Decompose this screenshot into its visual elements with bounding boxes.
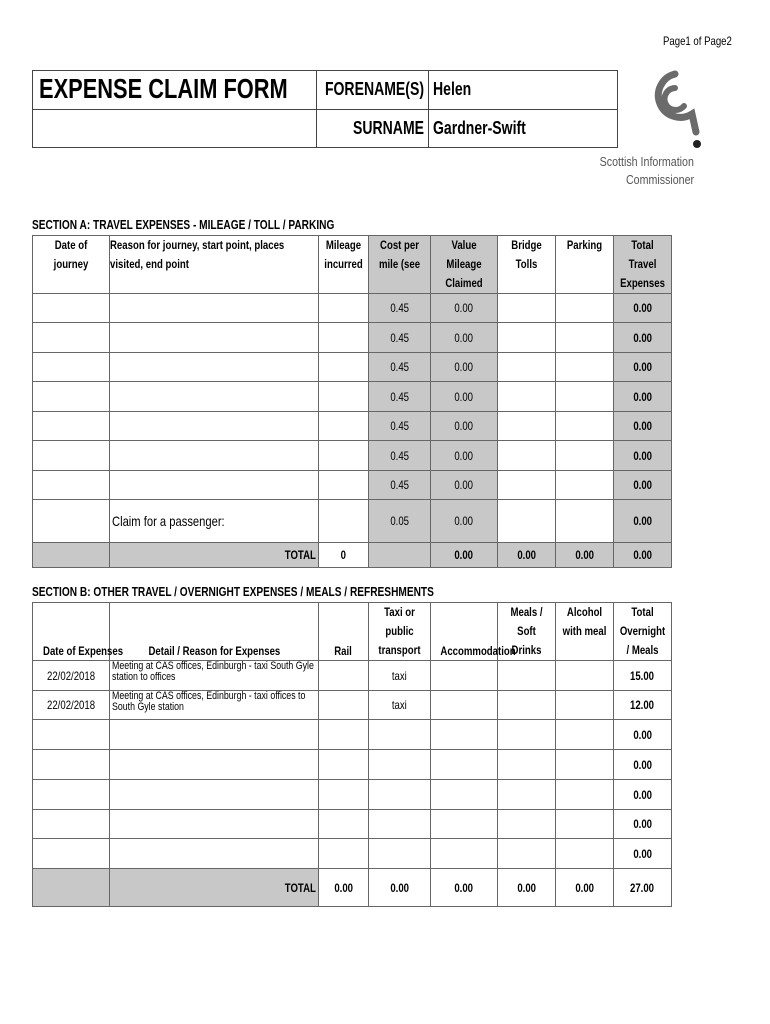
totals-row — [33, 543, 672, 568]
row-total: 0.00 — [633, 448, 652, 463]
alcohol-cell[interactable] — [556, 720, 614, 750]
col-mileage: Mileage incurred — [324, 238, 363, 271]
total-meals: 0.00 — [517, 880, 536, 895]
value-mileage: 0.00 — [454, 330, 474, 345]
row-total: 0.00 — [633, 330, 652, 345]
col-total-overnight: Total Overnight / Meals — [619, 605, 666, 657]
mileage-cell[interactable] — [319, 294, 369, 323]
alcohol-cell[interactable] — [556, 839, 614, 869]
section-a-title: SECTION A: TRAVEL EXPENSES - MILEAGE / TOLL / PARKING — [32, 217, 335, 232]
forename-value: Helen — [433, 79, 472, 99]
table-row — [33, 441, 672, 471]
rail-cell[interactable] — [319, 780, 369, 810]
reason-cell[interactable] — [110, 441, 319, 471]
surname-value: Gardner-Swift — [433, 118, 526, 138]
rail-cell[interactable] — [319, 750, 369, 780]
meals-cell[interactable] — [498, 750, 556, 780]
col-taxi: Taxi or public transport — [378, 605, 421, 657]
row-total: 0.00 — [633, 817, 652, 831]
accommodation-cell[interactable] — [431, 780, 498, 810]
tolls-cell[interactable] — [498, 353, 556, 382]
passenger-cost: 0.05 — [390, 514, 409, 528]
total-taxi: 0.00 — [390, 880, 409, 895]
date-cell[interactable] — [33, 323, 110, 353]
meals-cell[interactable] — [498, 720, 556, 750]
grand-total-overnight: 27.00 — [630, 880, 655, 895]
passenger-row — [33, 500, 672, 543]
col-rail: Rail — [334, 644, 353, 658]
passenger-value: 0.00 — [454, 514, 474, 528]
logo-text-line2: Commissioner — [625, 172, 694, 187]
tolls-cell[interactable] — [498, 441, 556, 471]
total-parking: 0.00 — [575, 548, 594, 562]
cost-value: 0.45 — [390, 419, 409, 433]
detail-cell[interactable] — [110, 750, 319, 780]
table-row — [33, 412, 672, 441]
col-reason: Reason for journey, start point, places visited, end point — [110, 238, 285, 271]
table-row — [33, 720, 672, 750]
detail-cell[interactable] — [110, 839, 319, 869]
value-mileage: 0.00 — [454, 389, 474, 404]
col-total-travel: Total Travel Expenses — [620, 238, 665, 290]
total-accommodation: 0.00 — [454, 880, 474, 895]
date-cell[interactable] — [33, 500, 110, 543]
col-value-mileage: Value Mileage Claimed — [445, 238, 483, 290]
table-header-row — [33, 236, 672, 294]
tolls-cell[interactable] — [498, 471, 556, 500]
surname-field[interactable] — [428, 109, 618, 148]
reason-cell[interactable] — [110, 382, 319, 412]
parking-cell[interactable] — [556, 412, 614, 441]
alcohol-cell[interactable] — [556, 691, 614, 720]
row-total: 15.00 — [630, 668, 655, 683]
surname-label: SURNAME — [353, 118, 424, 138]
date-cell[interactable] — [33, 839, 110, 869]
travel-expenses-table — [32, 235, 672, 568]
detail-cell[interactable] — [110, 810, 319, 839]
value-mileage: 0.00 — [454, 448, 474, 463]
tolls-cell[interactable] — [498, 323, 556, 353]
table-row — [33, 471, 672, 500]
other-expenses-table — [32, 602, 672, 907]
table-row — [33, 323, 672, 353]
accommodation-cell[interactable] — [431, 750, 498, 780]
row-total: 0.00 — [633, 389, 652, 404]
taxi-cell[interactable] — [369, 780, 431, 810]
accommodation-cell[interactable] — [431, 810, 498, 839]
tolls-cell[interactable] — [498, 382, 556, 412]
taxi-value: taxi — [392, 668, 407, 683]
totals-row — [33, 869, 672, 907]
mileage-cell[interactable] — [319, 412, 369, 441]
alcohol-cell[interactable] — [556, 810, 614, 839]
passenger-total: 0.00 — [633, 514, 652, 528]
col-cost-per-mile: Cost per mile (see — [378, 238, 421, 271]
table-row — [33, 661, 672, 691]
value-mileage: 0.00 — [454, 419, 474, 433]
mileage-cell[interactable] — [319, 471, 369, 500]
row-total: 0.00 — [633, 478, 652, 492]
expense-detail: Meeting at CAS offices, Edinburgh - taxi offices to South Gyle station — [112, 690, 306, 713]
total-label: TOTAL — [284, 880, 316, 895]
col-detail: Detail / Reason for Expenses — [148, 644, 280, 658]
col-date-of-expenses: Date of Expenses — [43, 644, 124, 658]
date-cell[interactable] — [33, 780, 110, 810]
date-cell[interactable] — [33, 382, 110, 412]
cost-value: 0.45 — [390, 478, 409, 492]
mileage-cell[interactable] — [319, 500, 369, 543]
date-cell[interactable] — [33, 294, 110, 323]
parking-cell[interactable] — [556, 323, 614, 353]
row-total: 0.00 — [633, 419, 652, 433]
alcohol-cell[interactable] — [556, 750, 614, 780]
date-cell[interactable] — [33, 720, 110, 750]
table-row — [33, 750, 672, 780]
reason-cell[interactable] — [110, 353, 319, 382]
date-cell[interactable] — [33, 471, 110, 500]
grand-total-travel: 0.00 — [633, 548, 652, 562]
rail-cell[interactable] — [319, 661, 369, 691]
rail-cell[interactable] — [319, 839, 369, 869]
row-total: 0.00 — [633, 787, 652, 802]
detail-cell[interactable] — [110, 780, 319, 810]
tolls-cell[interactable] — [498, 294, 556, 323]
parking-cell[interactable] — [556, 382, 614, 412]
value-mileage: 0.00 — [454, 301, 474, 315]
rail-cell[interactable] — [319, 720, 369, 750]
table-row — [33, 382, 672, 412]
page-number: Page1 of Page2 — [663, 34, 732, 48]
table-row — [33, 691, 672, 720]
date-cell[interactable] — [33, 810, 110, 839]
meals-cell[interactable] — [498, 780, 556, 810]
parking-cell[interactable] — [556, 471, 614, 500]
date-cell[interactable] — [33, 750, 110, 780]
accommodation-cell[interactable] — [431, 661, 498, 691]
row-total: 0.00 — [633, 360, 652, 374]
table-row — [33, 839, 672, 869]
date-cell[interactable] — [33, 412, 110, 441]
accommodation-cell[interactable] — [431, 691, 498, 720]
section-b-title: SECTION B: OTHER TRAVEL / OVERNIGHT EXPENSES / MEALS / REFRESHMENTS — [32, 584, 434, 599]
col-alcohol: Alcohol with meal — [562, 605, 607, 638]
col-meals: Meals / Soft Drinks — [510, 605, 543, 657]
title-cell — [32, 70, 317, 110]
reason-cell[interactable] — [110, 471, 319, 500]
accommodation-cell[interactable] — [431, 720, 498, 750]
detail-cell[interactable] — [110, 720, 319, 750]
meals-cell[interactable] — [498, 661, 556, 691]
table-header-row — [33, 603, 672, 661]
cost-value: 0.45 — [390, 301, 409, 315]
rail-cell[interactable] — [319, 691, 369, 720]
parking-cell[interactable] — [556, 294, 614, 323]
rail-cell[interactable] — [319, 810, 369, 839]
expense-date: 22/02/2018 — [46, 698, 96, 712]
value-mileage: 0.00 — [454, 478, 474, 492]
mileage-cell[interactable] — [319, 323, 369, 353]
sic-logo-icon — [648, 70, 702, 152]
table-row — [33, 294, 672, 323]
alcohol-cell[interactable] — [556, 780, 614, 810]
logo-text-line1: Scottish Information — [599, 154, 694, 169]
row-total: 0.00 — [633, 301, 652, 315]
mileage-cell[interactable] — [319, 441, 369, 471]
meals-cell[interactable] — [498, 810, 556, 839]
row-total: 12.00 — [630, 698, 655, 712]
row-total: 0.00 — [633, 757, 652, 772]
col-parking: Parking — [566, 238, 603, 252]
cost-value: 0.45 — [390, 389, 409, 404]
row-total: 0.00 — [633, 846, 652, 861]
col-accommodation: Accommodation — [440, 644, 516, 658]
tolls-cell[interactable] — [498, 412, 556, 441]
total-value: 0.00 — [454, 548, 474, 562]
date-cell[interactable] — [33, 441, 110, 471]
forename-field[interactable] — [428, 70, 618, 110]
total-tolls: 0.00 — [517, 548, 536, 562]
table-row — [33, 810, 672, 839]
reason-cell[interactable] — [110, 412, 319, 441]
parking-cell[interactable] — [556, 441, 614, 471]
parking-cell[interactable] — [556, 500, 614, 543]
tolls-cell[interactable] — [498, 500, 556, 543]
col-bridge-tolls: Bridge Tolls — [511, 238, 542, 271]
accommodation-cell[interactable] — [431, 839, 498, 869]
col-date-of-journey: Date of journey — [53, 238, 89, 271]
total-alcohol: 0.00 — [575, 880, 594, 895]
row-total: 0.00 — [633, 727, 652, 742]
meals-cell[interactable] — [498, 839, 556, 869]
table-row — [33, 353, 672, 382]
mileage-cell[interactable] — [319, 382, 369, 412]
form-header — [32, 70, 618, 148]
alcohol-cell[interactable] — [556, 661, 614, 691]
cost-value: 0.45 — [390, 330, 409, 345]
passenger-label: Claim for a passenger: — [112, 513, 225, 529]
taxi-cell[interactable] — [369, 720, 431, 750]
parking-cell[interactable] — [556, 353, 614, 382]
reason-cell[interactable] — [110, 323, 319, 353]
mileage-cell[interactable] — [319, 353, 369, 382]
value-mileage: 0.00 — [454, 360, 474, 374]
form-title: EXPENSE CLAIM FORM — [39, 73, 288, 104]
taxi-cell[interactable] — [369, 810, 431, 839]
cost-value: 0.45 — [390, 448, 409, 463]
date-cell[interactable] — [33, 353, 110, 382]
table-row — [33, 780, 672, 810]
total-mileage: 0 — [340, 548, 347, 562]
meals-cell[interactable] — [498, 691, 556, 720]
reason-cell[interactable] — [110, 294, 319, 323]
expense-detail: Meeting at CAS offices, Edinburgh - taxi South Gyle station to offices — [112, 660, 314, 683]
cost-value: 0.45 — [390, 360, 409, 374]
total-label: TOTAL — [284, 548, 316, 562]
forename-label: FORENAME(S) — [324, 79, 424, 99]
taxi-cell[interactable] — [369, 750, 431, 780]
total-rail: 0.00 — [334, 880, 353, 895]
taxi-value: taxi — [392, 698, 407, 712]
expense-date: 22/02/2018 — [46, 668, 96, 683]
taxi-cell[interactable] — [369, 839, 431, 869]
